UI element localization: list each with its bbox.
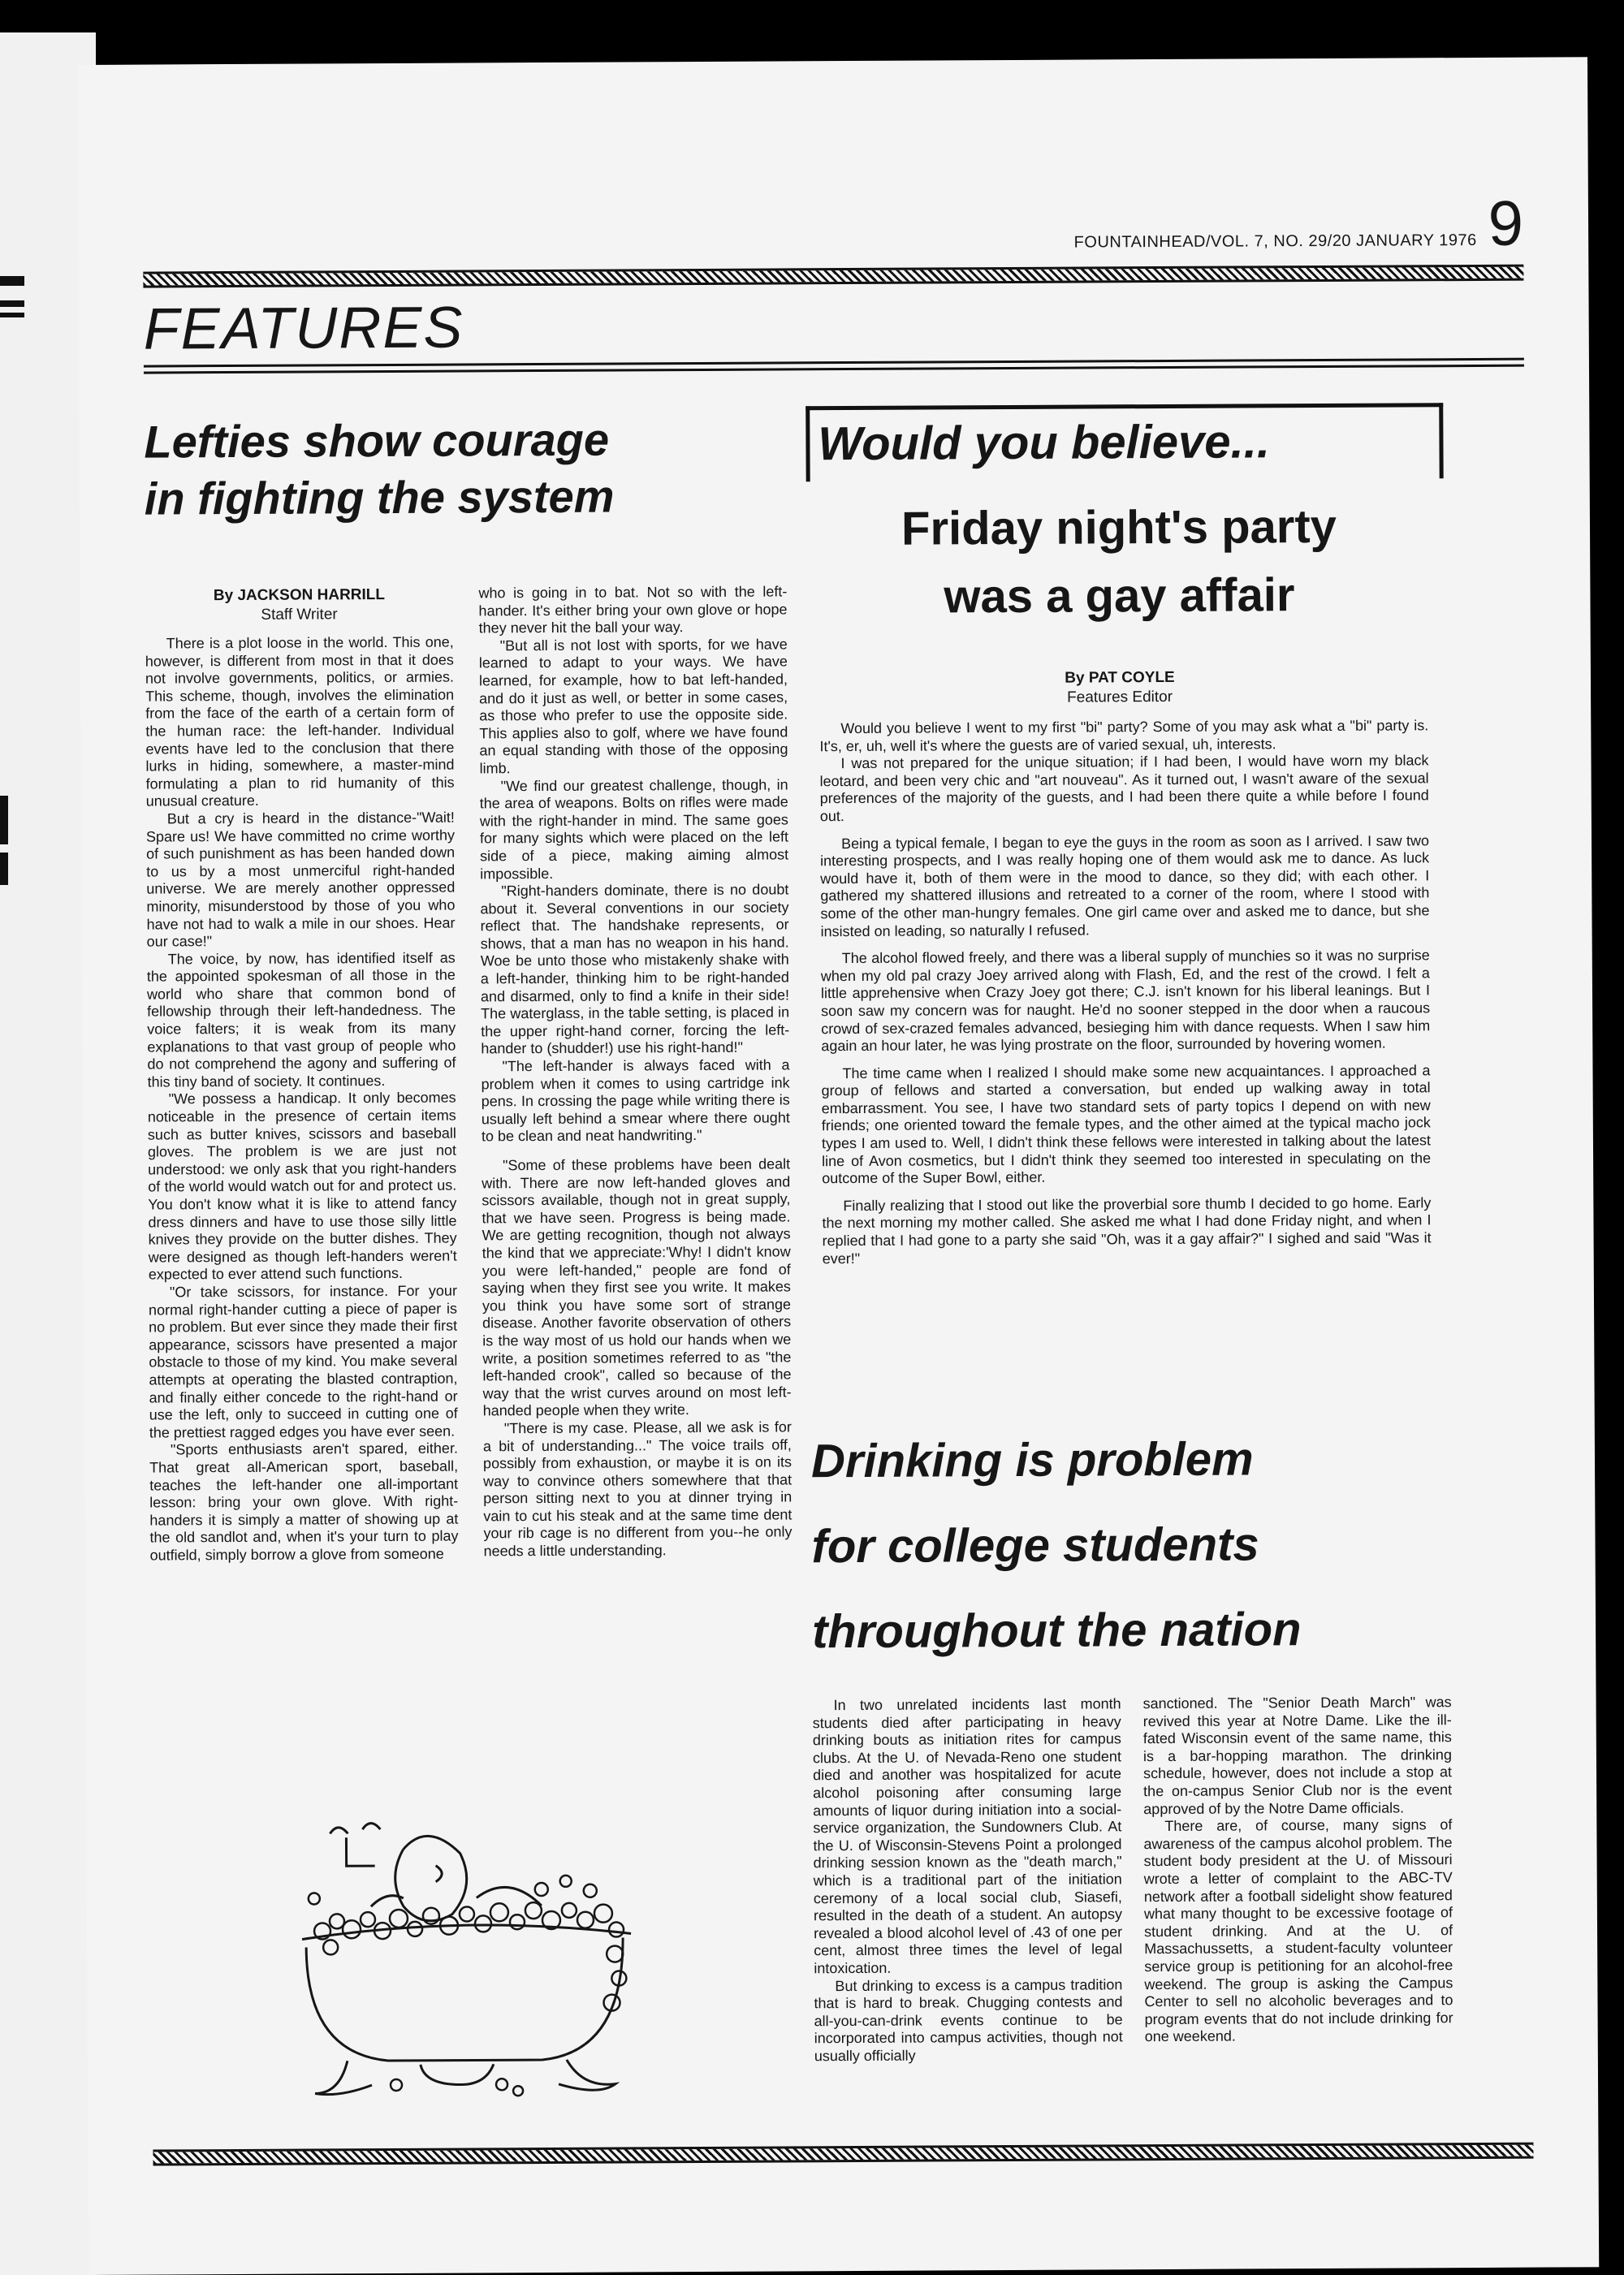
article-paragraph: Finally realizing that I stood out like the proverbial sore thumb I decided to go home. Early the next morning my mother called. She asked me what I had done Friday night, and when I replied that I had gone to a party she said "Oh, was it a gay affair?" I sighed and said "Was it ever!" (822, 1194, 1432, 1267)
article-paragraph: In two unrelated incidents last month students died after participating in heavy drinking bouts as initiation rites for campus clubs. At the U. of Nevada-Reno one student died and another was hospitalized for acute alcohol poisoning after consuming large amounts of liquor during initiation into a social-service organization, the Sundowners Club. At the U. of Wisconsin-Stevens Point a prolonged drinking session known as the "death march," which is a traditional part of the initiation ceremony of a local social club, Siasefi, resulted in the death of a student. An autopsy revealed a blood alcohol level of .43 of one per cent, almost three times the level of legal intoxication. (812, 1695, 1123, 1977)
soap-bubble (330, 1914, 344, 1928)
soap-bubble (525, 1902, 542, 1919)
top-ornamental-rule (143, 265, 1523, 288)
soap-bubble (475, 1915, 491, 1932)
masthead (1073, 187, 1524, 259)
party-kicker: Would you believe... (818, 415, 1271, 471)
article-paragraph: Would you believe I went to my first "bi" party? Some of you may ask what a "bi" party is. It's, er, uh, well it's where the guests are of varied sexual, uh, interests. (819, 717, 1429, 754)
byline-title: Staff Writer (261, 606, 338, 624)
tub-foot-right (559, 2060, 615, 2091)
soap-bubble (408, 1922, 422, 1936)
headline-line: Friday night's party (901, 499, 1337, 555)
publication-line: FOUNTAINHEAD/VOL. 7, NO. 29/20 JANUARY 1976 (1073, 231, 1477, 252)
tub-foot-left (315, 2061, 372, 2095)
edge-mark (0, 853, 8, 885)
drinking-column-1 (813, 1695, 1123, 2065)
soap-bubble (594, 1905, 612, 1923)
page-number: 9 (1488, 187, 1524, 259)
lefties-column-1 (145, 634, 459, 1565)
edge-mark (0, 276, 24, 286)
newspaper-page (77, 57, 1599, 2275)
byline-name: By PAT COYLE (1065, 668, 1175, 687)
article-paragraph: The alcohol flowed freely, and there was a liberal supply of munchies so it was no surprise when my old pal crazy Joey arrived along with Flash, Ed, and the rest of the crowd. I felt a little apprehensive when Crazy Joey got there; C.J. isn't known for his liberal leanings. But I soon saw my concern was for naught. He'd no sooner stepped in the door when a raucous crowd of sex-crazed females advanced, besieging him with dance requests. When I saw him again an hour later, he was lying prostrate on the floor, surrounded by hovering women. (820, 947, 1431, 1055)
headline-line: Drinking is problem (810, 1432, 1254, 1488)
article-paragraph: "Right-handers dominate, there is no doubt about it. Several conventions in our society reflect that. The handshake represents, or shows, that a man has no weapon in his hand. Woe be unto those who mistakenly shake with a left-hander, thinking him to be right-handed and disarmed, only to find a knife in their side! The waterglass, in the table setting, is placed in the upper right-hand corner, forcing the left-hander to (shudder!) use his right-hand!" (480, 881, 790, 1057)
tub-foot-center (421, 2064, 494, 2084)
soap-bubble (513, 2086, 523, 2096)
article-paragraph: But a cry is heard in the distance-"Wait! Spare us! We have committed no crime worthy of such punishment as has been handed down to us by a most unmerciful right-handed universe. We are merely another oppressed minority, misunderstood by those of you who have not had to walk a mile in our shoes. Hear our case!" (145, 809, 456, 950)
article-paragraph: There are, of course, many signs of awareness of the campus alcohol problem. The student body president at the U. of Missouri wrote a letter of complaint to the ABC-TV network after a football sidelight show featured what many thought to be excessive footage of student drinking. And at the U. of Massachussetts, a student-faculty volunteer service group is petitioning for an alcohol-free weekend. The group is asking the Campus Center to sell no alcoholic beverages and to program events that do not include drinking for one weekend. (1143, 1816, 1453, 2045)
soap-bubble (609, 1923, 624, 1937)
soap-bubble (343, 1920, 361, 1938)
lefties-headline (144, 410, 794, 527)
article-paragraph: who is going in to bat. Not so with the left-hander. It's either bring your own glove or hope they never hit the ball your way. (478, 583, 788, 637)
soap-bubble (361, 1912, 375, 1927)
party-headline (827, 492, 1412, 632)
soap-bubble (560, 1876, 572, 1887)
headline-line: for college students (811, 1517, 1259, 1574)
tub-body (306, 1938, 624, 2061)
headline-line: Lefties show courage (144, 413, 610, 468)
drinking-column-2 (1143, 1694, 1453, 2046)
soap-bubble (390, 1910, 408, 1927)
byline-name: By JACKSON HARRILL (213, 586, 386, 605)
headline-line: throughout the nation (811, 1603, 1302, 1659)
soap-bubble (577, 1912, 594, 1928)
byline-title: Features Editor (1067, 688, 1173, 706)
soap-bubble (490, 1903, 508, 1921)
soap-bubble (607, 1946, 623, 1962)
lefties-column-2 (478, 583, 792, 1561)
article-paragraph: "We possess a handicap. It only becomes noticeable in the presence of certain items such as butter knives, scissors and baseball gloves. The problem is we are just not understood: we only ask that you right-handers of the world would watch out for and protect us. You don't know what it is like to attend fancy dress dinners and have to use those silly little knives they provide on the butter dishes. They were designed as though left-handers weren't expected to ever attend such functions. (147, 1090, 457, 1283)
soap-bubble (323, 1940, 338, 1954)
article-paragraph: The time came when I realized I should make some new acquaintances. I approached a group of fellows and started a conversation, but ended up walking away in total embarrassment. You see, I have two standard sets of party topics I depend on with new friends; one oriented toward the female types, and the other aimed at the typical macho jock types I am used to. Well, I didn't think these fellows were interested in talking about the latest line of Avon cosmetics, but I didn't think they seemed too interested in speculating on the outcome of the Super Bowl, either. (821, 1061, 1432, 1187)
article-paragraph: Being a typical female, I began to eye the guys in the room as soon as I arrived. I saw two interesting prospects, and I was really hoping one of them would ask me to dance. As luck would have it, both of them were in the mood to dance, so they did; with each other. I gathered my shattered illusions and retreated to a corner of the room, where I stood with some of the other man-hungry females. One girl came over and asked me to dance, but she insisted on leading, so naturally I refused. (820, 831, 1430, 939)
article-paragraph: The voice, by now, has identified itself as the appointed spokesman of all those in the world who share that common bond of fellowship through their left-handedness. The voice falters; it is weak from its many explanations to that vast group of people who do not comprehend the agony and suffering of this tiny band of society. It continues. (146, 949, 456, 1090)
party-byline (827, 667, 1412, 708)
party-column (819, 717, 1432, 1267)
soap-bubble (460, 1906, 474, 1921)
edge-mark (0, 300, 24, 307)
article-paragraph: I was not prepared for the unique situation; if I had been, I would have worn my black leotard, and been very chic and "art nouveau". As it turned out, I wasn't aware of the sexual preferences of the majority of the guests, and I had been there quite a while before I found out. (819, 752, 1429, 825)
drinking-headline (811, 1415, 1511, 1674)
headline-line: in fighting the system (144, 470, 615, 525)
soap-bubble (391, 2079, 402, 2091)
edge-mark (0, 796, 8, 844)
article-paragraph: There is a plot loose in the world. This one, however, is different from most in that it does not involve governments, politics, or armies. This scheme, though, involves the elimination from the face of the earth of a certain form of the human race: the left-hander. Individual events have led to the conclusion that there lurks in hiding, somewhere, a master-mind formulating a plan to rid humanity of this unusual creature. (145, 633, 455, 809)
article-paragraph: But drinking to excess is a campus tradition that is hard to break. Chugging contests and all-you-can-drink events continue to be incorporated into campus activities, though not usually officially (814, 1975, 1123, 2065)
article-paragraph: "There is my case. Please, all we ask is for a bit of understanding..." The voice trails off, possibly from exhaustion, or maybe it is on its way to convince others somewhere that that person sitting next to you at dinner trying in vain to cut his steak and at the same time dent your rib cage is no different from you--he only needs a little understanding. (482, 1418, 793, 1560)
article-paragraph: "Some of these problems have been dealt with. There are now left-handed gloves and scissors available, though not in great supply, that we have seen. Progress is being made. We are getting recognition, though not always the kind that we appreciate:'Why! I didn't know you were left-handed," people are fond of saying when they first see you write. It makes you think you have some sort of strange disease. Another favorite observation of others is the way most of us hold our hands when we write, a position sometimes referred to as "the left-handed crook", called so because of the way that the wrist curves around on most left-handed people when they write. (482, 1155, 792, 1419)
edge-mark (0, 313, 24, 317)
section-title: FEATURES (143, 295, 464, 362)
soap-bubble (562, 1903, 577, 1918)
article-paragraph: sanctioned. The "Senior Death March" was revived this year at Notre Dame. Like the ill-fated Wisconsin event of the same name, this is a bar-hopping marathon. The drinking schedule, however, does not include a stop at the on-campus Senior Club nor is the event approved of by the Notre Dame officials. (1142, 1694, 1453, 1817)
headline-line: was a gay affair (944, 568, 1295, 624)
soap-bubble (309, 1893, 320, 1904)
bathtub-cartoon (297, 1815, 648, 2109)
article-paragraph: "Or take scissors, for instance. For your normal right-hander cutting a piece of paper is no problem. But ever since they made their first appearance, scissors have presented a major obstacle to those of my kind. You make several attempts at operating the blasted contraption, and finally either concede to the right-hand or use the left, only to succeed in cutting one of the prettiest ragged edges you have ever seen. (148, 1282, 458, 1441)
soap-bubble (584, 1884, 597, 1897)
lefties-byline (145, 585, 453, 625)
soap-bubble (510, 1915, 525, 1929)
article-paragraph: "We find our greatest challenge, though, in the area of weapons. Bolts on rifles were made with the right-hander in mind. The same goes for many sights which were placed on the left side of a piece, making aiming almost impossible. (479, 775, 789, 882)
soap-bubble (535, 1883, 548, 1896)
figure-nose (436, 1866, 443, 1882)
article-paragraph: "But all is not lost with sports, for we have learned to adapt to your ways. We have learned, for example, how to bat left-handed, and do it just as well, or better in some cases, as those who prefer to use the opposite side. This applies also to golf, where we have found an equal standing with those of the opposing limb. (478, 636, 788, 777)
article-paragraph: "The left-hander is always faced with a problem when it comes to using cartridge ink pens. In crossing the page while writing there is usually left behind a smear where there ought to be clean and neat handwriting." (481, 1056, 790, 1145)
soap-bubble (496, 2079, 508, 2090)
article-paragraph: "Sports enthusiasts aren't spared, either. That great all-American sport, baseball, teaches the left-hander one all-important lesson: bring your own glove. With right-handers it is simply a matter of showing up at the old sandlot and, when it's your turn to play outfield, simply borrow a glove from someone (149, 1440, 459, 1564)
faucet (330, 1824, 380, 1867)
bottom-ornamental-rule (153, 2143, 1533, 2166)
